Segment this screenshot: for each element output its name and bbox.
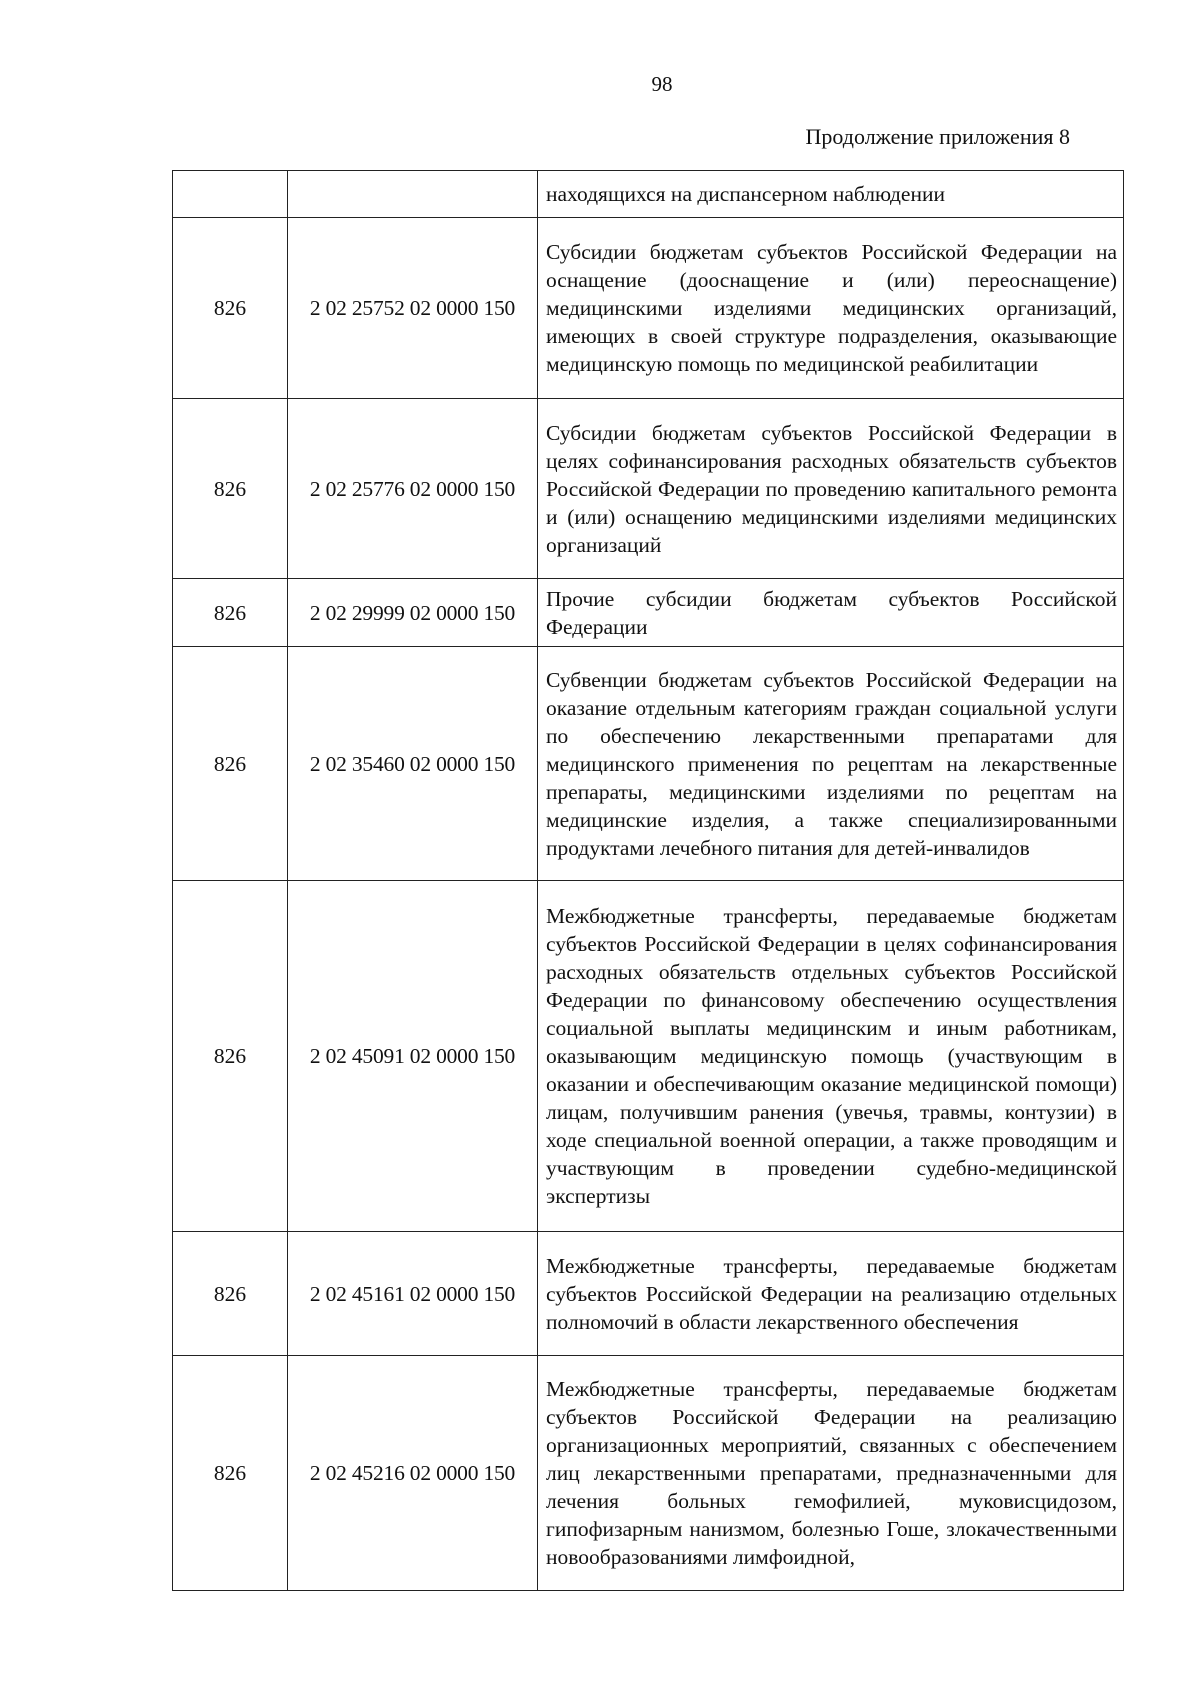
table-row bbox=[173, 647, 1124, 881]
budget-codes-table bbox=[172, 170, 1124, 1591]
description-cell: находящихся на диспансерном наблюдении bbox=[538, 171, 1124, 218]
description-cell: Межбюджетные трансферты, передаваемые бюджетам субъектов Российской Федерации на реализацию отдельных полномочий в области лекарственного обеспечения bbox=[538, 1232, 1124, 1356]
table-row bbox=[173, 171, 1124, 218]
appendix-continuation-note: Продолжение приложения 8 bbox=[805, 124, 1070, 149]
table-row bbox=[173, 1356, 1124, 1591]
kbk-code-cell: 2 02 45091 02 0000 150 bbox=[288, 881, 538, 1232]
admin-code-cell: 826 bbox=[173, 399, 288, 579]
admin-code-cell: 826 bbox=[173, 1232, 288, 1356]
admin-code-cell bbox=[173, 171, 288, 218]
table-row bbox=[173, 1232, 1124, 1356]
kbk-code-cell: 2 02 45216 02 0000 150 bbox=[288, 1356, 538, 1591]
description-cell: Субвенции бюджетам субъектов Российской Федерации на оказание отдельным категориям граждан социальной услуги по обеспечению лекарственными препаратами для медицинского применения по рецептам на лекарственные препараты, медицинскими изделиями по рецептам на медицинские изделия, а также специализированными продуктами лечебного питания для детей-инвалидов bbox=[538, 647, 1124, 881]
admin-code-cell: 826 bbox=[173, 881, 288, 1232]
description-cell: Прочие субсидии бюджетам субъектов Российской Федерации bbox=[538, 579, 1124, 647]
kbk-code-cell bbox=[288, 171, 538, 218]
admin-code-cell: 826 bbox=[173, 218, 288, 399]
table-row bbox=[173, 399, 1124, 579]
table-row bbox=[173, 579, 1124, 647]
kbk-code-cell: 2 02 25776 02 0000 150 bbox=[288, 399, 538, 579]
admin-code-cell: 826 bbox=[173, 647, 288, 881]
table-row bbox=[173, 218, 1124, 399]
kbk-code-cell: 2 02 35460 02 0000 150 bbox=[288, 647, 538, 881]
description-cell: Субсидии бюджетам субъектов Российской Федерации в целях софинансирования расходных обязательств субъектов Российской Федерации по проведению капитального ремонта и (или) оснащению медицинскими изделиями медицинских организаций bbox=[538, 399, 1124, 579]
description-cell: Межбюджетные трансферты, передаваемые бюджетам субъектов Российской Федерации на реализацию организационных мероприятий, связанных с обеспечением лиц лекарственными препаратами, предназначенными для лечения больных гемофилией, муковисцидозом, гипофизарным нанизмом, болезнью Гоше, злокачественными новообразованиями лимфоидной, bbox=[538, 1356, 1124, 1591]
kbk-code-cell: 2 02 25752 02 0000 150 bbox=[288, 218, 538, 399]
admin-code-cell: 826 bbox=[173, 1356, 288, 1591]
kbk-code-cell: 2 02 29999 02 0000 150 bbox=[288, 579, 538, 647]
description-cell: Субсидии бюджетам субъектов Российской Федерации на оснащение (дооснащение и (или) переоснащение) медицинскими изделиями медицинских организаций, имеющих в своей структуре подразделения, оказывающие медицинскую помощь по медицинской реабилитации bbox=[538, 218, 1124, 399]
description-cell: Межбюджетные трансферты, передаваемые бюджетам субъектов Российской Федерации в целях софинансирования расходных обязательств отдельных субъектов Российской Федерации по финансовому обеспечению осуществления социальной выплаты медицинским и иным работникам, оказывающим медицинскую помощь (участвующим в оказании и обеспечивающим оказание медицинской помощи) лицам, получившим ранения (увечья, травмы, контузии) в ходе специальной военной операции, а также проводящим и участвующим в проведении судебно-медицинской экспертизы bbox=[538, 881, 1124, 1232]
table-row bbox=[173, 881, 1124, 1232]
page-number: 98 bbox=[651, 72, 673, 96]
admin-code-cell: 826 bbox=[173, 579, 288, 647]
kbk-code-cell: 2 02 45161 02 0000 150 bbox=[288, 1232, 538, 1356]
